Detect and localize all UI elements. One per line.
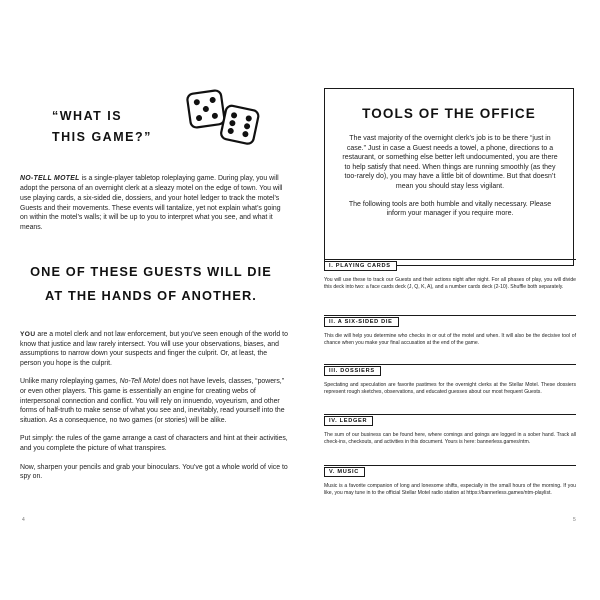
body-paragraph-3: Put simply: the rules of the game arrange a cast of characters and hint at their activities, and you complete the picture of what transpires. xyxy=(20,435,288,452)
tool-six-sided-die xyxy=(324,310,576,348)
body-text xyxy=(20,330,288,491)
tool-description: You will use these to track our Guests and their actions night after night. For all phases of play, you will divide this deck into two: a face cards deck (J, Q, K, A), and a number cards deck (2-10). Shuffle both separately. xyxy=(324,277,576,291)
intro-heading xyxy=(52,106,162,148)
tool-description: The sum of our business can be found here, where comings and goings are logged in a sober hand. Track all check-ins, checkouts, and activities in this document. Yours is here: bannerless.games/ntm. xyxy=(324,432,576,446)
dice-icon xyxy=(186,88,261,148)
tool-divider xyxy=(324,414,576,415)
office-text xyxy=(339,134,561,227)
body-paragraph-2 xyxy=(20,377,288,425)
lead-word: YOU xyxy=(20,331,36,338)
tool-label: I. PLAYING CARDS xyxy=(324,261,397,271)
guests-heading-line1: ONE OF THESE GUESTS WILL DIE xyxy=(30,264,272,279)
guests-heading xyxy=(20,260,282,308)
tool-dossiers xyxy=(324,359,576,397)
tool-ledger xyxy=(324,409,576,447)
body-paragraph-1 xyxy=(20,330,288,368)
tool-label: III. DOSSIERS xyxy=(324,366,381,376)
tool-divider xyxy=(324,315,576,316)
page-number-right: 5 xyxy=(573,517,576,523)
office-title: TOOLS OF THE OFFICE xyxy=(362,106,536,121)
tool-playing-cards xyxy=(324,254,576,292)
paragraph-1-text: are a motel clerk and not law enforcement, but you’ve seen enough of the world to know that justice and law rarely intersect. You will use your observations, biases, and assumptions to narrow down your suspects and finger the culprit. Or, at least, the person you hope is the culprit. xyxy=(20,331,288,367)
tool-description: Music is a favorite companion of long and lonesome shifts, especially in the small hours of the morning. If you like, you may tune in to the official Stellar Motel radio station at https://bannerless.games/ntm-playlist. xyxy=(324,483,576,497)
guests-heading-line2: AT THE HANDS OF ANOTHER. xyxy=(45,288,257,303)
tool-divider xyxy=(324,364,576,365)
paragraph-2-text-a: Unlike many roleplaying games, xyxy=(20,378,120,386)
tool-divider xyxy=(324,465,576,466)
tool-music xyxy=(324,460,576,498)
office-paragraph-1: The vast majority of the overnight clerk’s job is to be there “just in case.” Just in case a Guest needs a towel, a phone, directions to a restaurant, or something else better left undocumented, you are there to help satisfy that need. When things are running smoothly (as they too-rarely do), you may have a little bit of downtime. But that doesn’t mean you should stay less vigilant. xyxy=(342,135,558,190)
page-number-left: 4 xyxy=(22,517,25,523)
tool-description: Spectating and speculation are favorite pastimes for the overnight clerks at the Stellar Motel. These dossiers represent rough sketches, observations, and educated guesses about our most frequent Guests. xyxy=(324,382,576,396)
tools-of-office-box xyxy=(324,88,574,266)
tool-label: V. MUSIC xyxy=(324,467,365,477)
intro-heading-line1: “WHAT IS xyxy=(52,109,123,123)
tool-label: IV. LEDGER xyxy=(324,416,373,426)
intro-heading-line2: THIS GAME?” xyxy=(52,130,152,144)
body-paragraph-4: Now, sharpen your pencils and grab your binoculars. You’ve got a whole world of vice to spy on. xyxy=(20,463,288,481)
intro-paragraph xyxy=(20,174,288,233)
office-paragraph-2: The following tools are both humble and vitally necessary. Please inform your manager if you require more. xyxy=(348,200,552,218)
paragraph-2-title: No-Tell Motel xyxy=(119,378,160,386)
intro-text: is a single-player tabletop roleplaying game. During play, you will adopt the persona of an overnight clerk at a sleazy motel on the edge of town. You will use playing cards, a six-sided die, dossiers, and your hotel ledger to track the motel’s Guests and their movements. These events will tantalize, yet not explain what’s going on within the motel’s walls; it will be up to you to interpret what you see, and what it means. xyxy=(20,175,283,232)
paragraph-2-text-b: does not have levels, classes, “powers,” or even other players. This game is essentially an engine for creating webs of interpersonal connection and conflict. You will rely on innuendo, voyeurism, and other forms of half-truth to make sense of what you see and, inevitably, read yourself into the situation. As a consequence, no two games (or stories) will be alike. xyxy=(20,378,285,424)
tool-description: This die will help you determine who checks in or out of the motel and when. It will also be the decisive tool of chance when you make your final accusation at the end of the game. xyxy=(324,333,576,347)
game-title: NO-TELL MOTEL xyxy=(20,175,80,182)
tool-label: II. A SIX-SIDED DIE xyxy=(324,317,399,327)
tool-divider xyxy=(324,259,576,260)
book-spread xyxy=(0,70,600,532)
